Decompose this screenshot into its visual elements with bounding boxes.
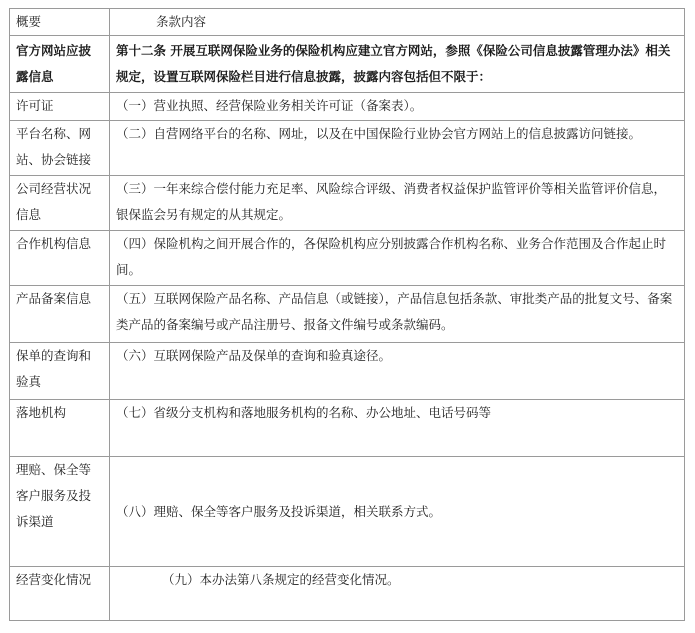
row-label: 许可证 — [10, 93, 110, 121]
row-label: 经营变化情况 — [10, 567, 110, 621]
table-row — [10, 36, 685, 93]
row-label: 产品备案信息 — [10, 286, 110, 343]
disclosure-table — [9, 8, 685, 621]
row-label: 理赔、保全等客户服务及投诉渠道 — [10, 457, 110, 567]
row-content: （四）保险机构之间开展合作的，各保险机构应分别披露合作机构名称、业务合作范围及合作起止时间。 — [110, 231, 685, 286]
row-content: （一）营业执照、经营保险业务相关许可证（备案表）。 — [110, 93, 685, 121]
row-label: 官方网站应披露信息 — [10, 36, 110, 93]
table-row — [10, 231, 685, 286]
row-content: （七）省级分支机构和落地服务机构的名称、办公地址、电话号码等 — [110, 400, 685, 457]
row-content: （二）自营网络平台的名称、网址，以及在中国保险行业协会官方网站上的信息披露访问链接。 — [110, 121, 685, 176]
row-content: （九）本办法第八条规定的经营变化情况。 — [110, 567, 685, 621]
table-row — [10, 567, 685, 621]
table-row — [10, 176, 685, 231]
row-content: （三）一年来综合偿付能力充足率、风险综合评级、消费者权益保护监管评价等相关监管评价信息，银保监会另有规定的从其规定。 — [110, 176, 685, 231]
table-row — [10, 400, 685, 457]
row-label: 落地机构 — [10, 400, 110, 457]
table-row — [10, 457, 685, 567]
row-label: 公司经营状况信息 — [10, 176, 110, 231]
row-content: （八）理赔、保全等客户服务及投诉渠道，相关联系方式。 — [110, 457, 685, 567]
row-content: 第十二条 开展互联网保险业务的保险机构应建立官方网站，参照《保险公司信息披露管理办法》相关规定，设置互联网保险栏目进行信息披露，披露内容包括但不限于： — [110, 36, 685, 93]
row-label: 保单的查询和验真 — [10, 343, 110, 400]
header-content: 条款内容 — [110, 9, 685, 36]
header-summary: 概要 — [10, 9, 110, 36]
table-row — [10, 343, 685, 400]
row-label: 平台名称、网站、协会链接 — [10, 121, 110, 176]
table-row — [10, 121, 685, 176]
table-row — [10, 93, 685, 121]
table-header-row — [10, 9, 685, 36]
row-content: （六）互联网保险产品及保单的查询和验真途径。 — [110, 343, 685, 400]
row-content: （五）互联网保险产品名称、产品信息（或链接），产品信息包括条款、审批类产品的批复文号、备案类产品的备案编号或产品注册号、报备文件编号或条款编码。 — [110, 286, 685, 343]
row-label: 合作机构信息 — [10, 231, 110, 286]
table-row — [10, 286, 685, 343]
